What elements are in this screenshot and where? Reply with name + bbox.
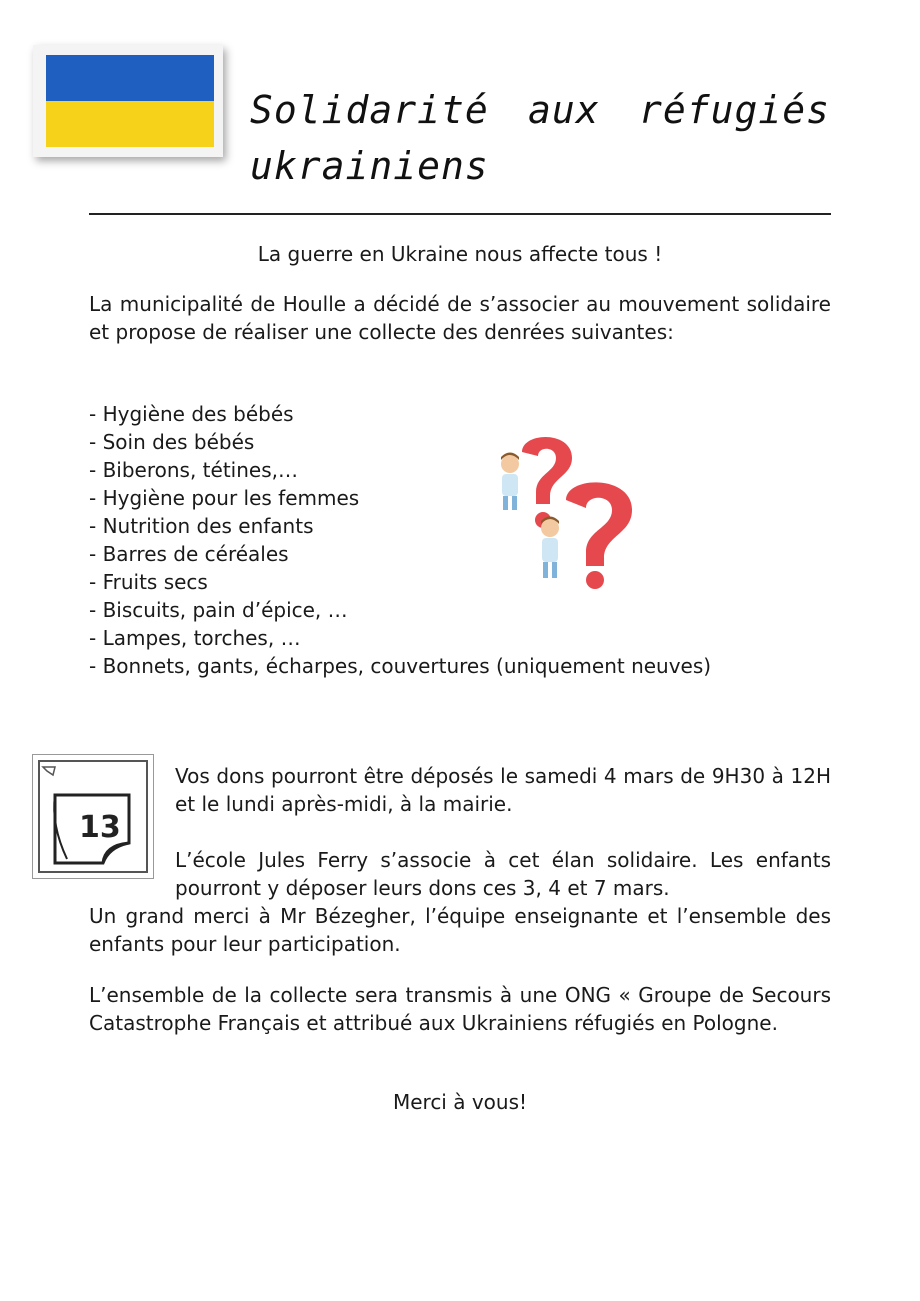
flag-blue-band: [46, 55, 214, 101]
list-item: - Biscuits, pain d’épice, …: [89, 596, 711, 624]
list-item: - Barres de céréales: [89, 540, 711, 568]
list-item: - Biberons, tétines,…: [89, 456, 711, 484]
announcement-text: La municipalité de Houlle a décidé de s’associer au mouvement solidaire et propose de réaliser une collecte des denrées suivantes:: [89, 292, 831, 344]
flag-yellow-band: [46, 101, 214, 147]
flag-frame: [33, 45, 223, 157]
dropoff-text: Vos dons pourront être déposés le samedi 4 mars de 9H30 à 12H et le lundi après-midi, à la mairie.: [175, 764, 831, 816]
ukraine-flag-icon: [46, 55, 214, 147]
calendar-day: 13: [79, 810, 121, 845]
list-item: - Nutrition des enfants: [89, 512, 711, 540]
page-title: Solidarité aux réfugiés ukrainiens: [250, 88, 830, 188]
list-item: - Fruits secs: [89, 568, 711, 596]
question-marks-people-icon: [488, 430, 640, 590]
intro-text: La guerre en Ukraine nous affecte tous !: [257, 242, 663, 266]
thanks-text: Merci à vous!: [392, 1090, 528, 1114]
list-item: - Hygiène pour les femmes: [89, 484, 711, 512]
school-text-part2: Un grand merci à Mr Bézegher, l’équipe enseignante et l’ensemble des enfants pour leur participation.: [89, 904, 831, 956]
school-text: [89, 846, 831, 958]
list-item: - Lampes, torches, …: [89, 624, 711, 652]
collection-text: L’ensemble de la collecte sera transmis à une ONG « Groupe de Secours Catastrophe Français et attribué aux Ukrainiens réfugiés en Pologne.: [89, 983, 831, 1035]
title-divider: [89, 213, 831, 215]
list-item: - Hygiène des bébés: [89, 400, 711, 428]
list-item: - Bonnets, gants, écharpes, couvertures (uniquement neuves): [89, 652, 711, 680]
list-item: - Soin des bébés: [89, 428, 711, 456]
school-text-part1: L’école Jules Ferry s’associe à cet élan solidaire. Les enfants pourront y déposer leurs dons ces 3, 4 et 7 mars.: [175, 848, 831, 900]
